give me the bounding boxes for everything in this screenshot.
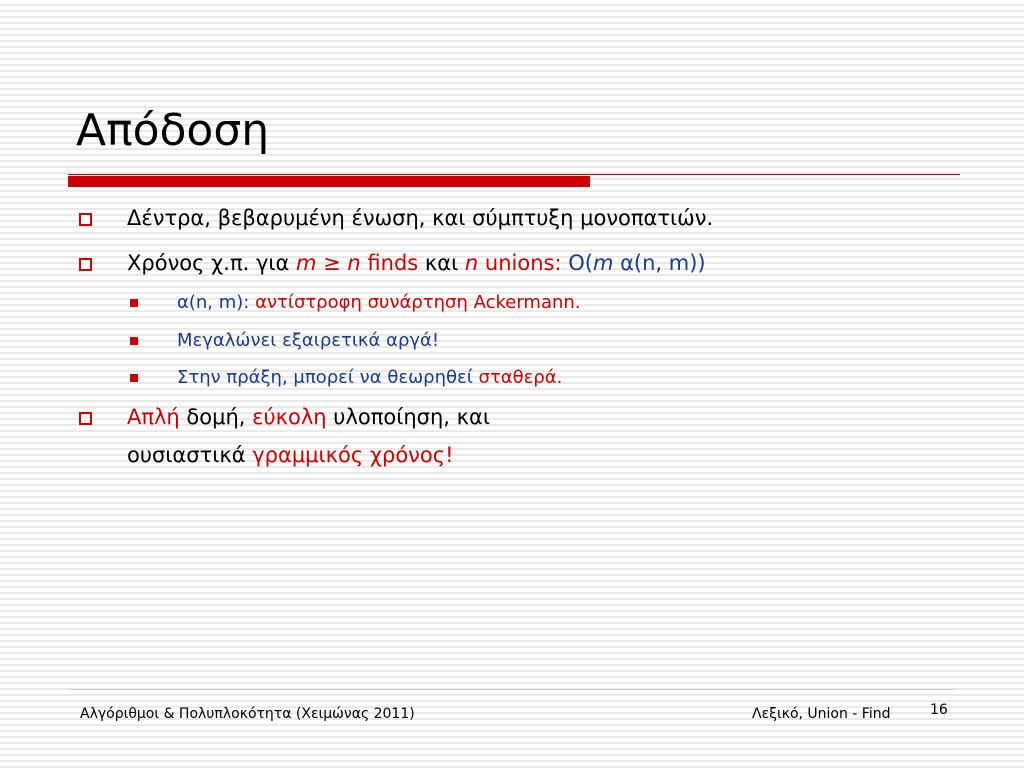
bullet-text-run: Απλή — [127, 405, 180, 429]
bullet-text-run: α(n, m): — [177, 292, 256, 313]
bullet-text-run: Στην πράξη, μπορεί να θεωρηθεί — [177, 367, 479, 388]
solid-square-bullet-icon — [130, 299, 138, 307]
bullet-item — [127, 251, 706, 276]
bullet-text-run: αντίστροφη συνάρτηση Ackermann. — [255, 292, 581, 313]
solid-square-bullet-icon — [130, 337, 138, 345]
bullet-text-run: finds — [360, 251, 419, 275]
slide-title: Απόδοση — [76, 105, 270, 156]
solid-square-bullet-icon — [130, 374, 138, 382]
bullet-text-run: σταθερά. — [478, 367, 563, 388]
bullet-item — [127, 405, 490, 430]
bullet-text-run: n — [464, 251, 479, 275]
bullet-item — [127, 206, 713, 231]
bullet-text-run: γραμμικός χρόνος! — [252, 443, 454, 467]
bullet-text-run: n — [347, 251, 361, 275]
bullet-text-run: O( — [568, 251, 593, 275]
bullet-text-run: και — [418, 251, 465, 275]
bullet-text-run: α(n, m)) — [613, 251, 706, 275]
footer-divider — [68, 689, 956, 690]
hollow-square-bullet-icon — [79, 412, 92, 425]
bullet-text-run: Χρόνος χ.π. για — [127, 251, 296, 275]
bullet-text-run: ≥ — [316, 251, 348, 275]
bullet-text-run: ουσιαστικά — [127, 443, 253, 467]
bullet-text-run: δομή, — [179, 405, 253, 429]
bullet-text-run: Δέντρα, βεβαρυμένη ένωση, και σύμπτυξη μονοπατιών. — [127, 206, 714, 230]
bullet-text-run: unions: — [478, 251, 569, 275]
bullet-text-run: υλοποίηση, και — [326, 405, 490, 429]
footer-course-title: Αλγόριθμοι & Πολυπλοκότητα (Χειμώνας 2011) — [80, 706, 415, 722]
page-number: 16 — [930, 702, 948, 718]
hollow-square-bullet-icon — [79, 258, 92, 271]
bullet-item — [127, 443, 454, 468]
sub-bullet-item — [177, 292, 581, 314]
sub-bullet-item — [177, 330, 439, 352]
hollow-square-bullet-icon — [79, 213, 92, 226]
bullet-text-run: εύκολη — [252, 405, 327, 429]
bullet-text-run: m — [296, 251, 317, 275]
bullet-text-run: m — [592, 251, 614, 275]
bullet-text-run: Μεγαλώνει εξαιρετικά αργά! — [177, 330, 440, 351]
footer-topic: Λεξικό, Union - Find — [752, 706, 891, 722]
sub-bullet-item — [177, 367, 562, 389]
